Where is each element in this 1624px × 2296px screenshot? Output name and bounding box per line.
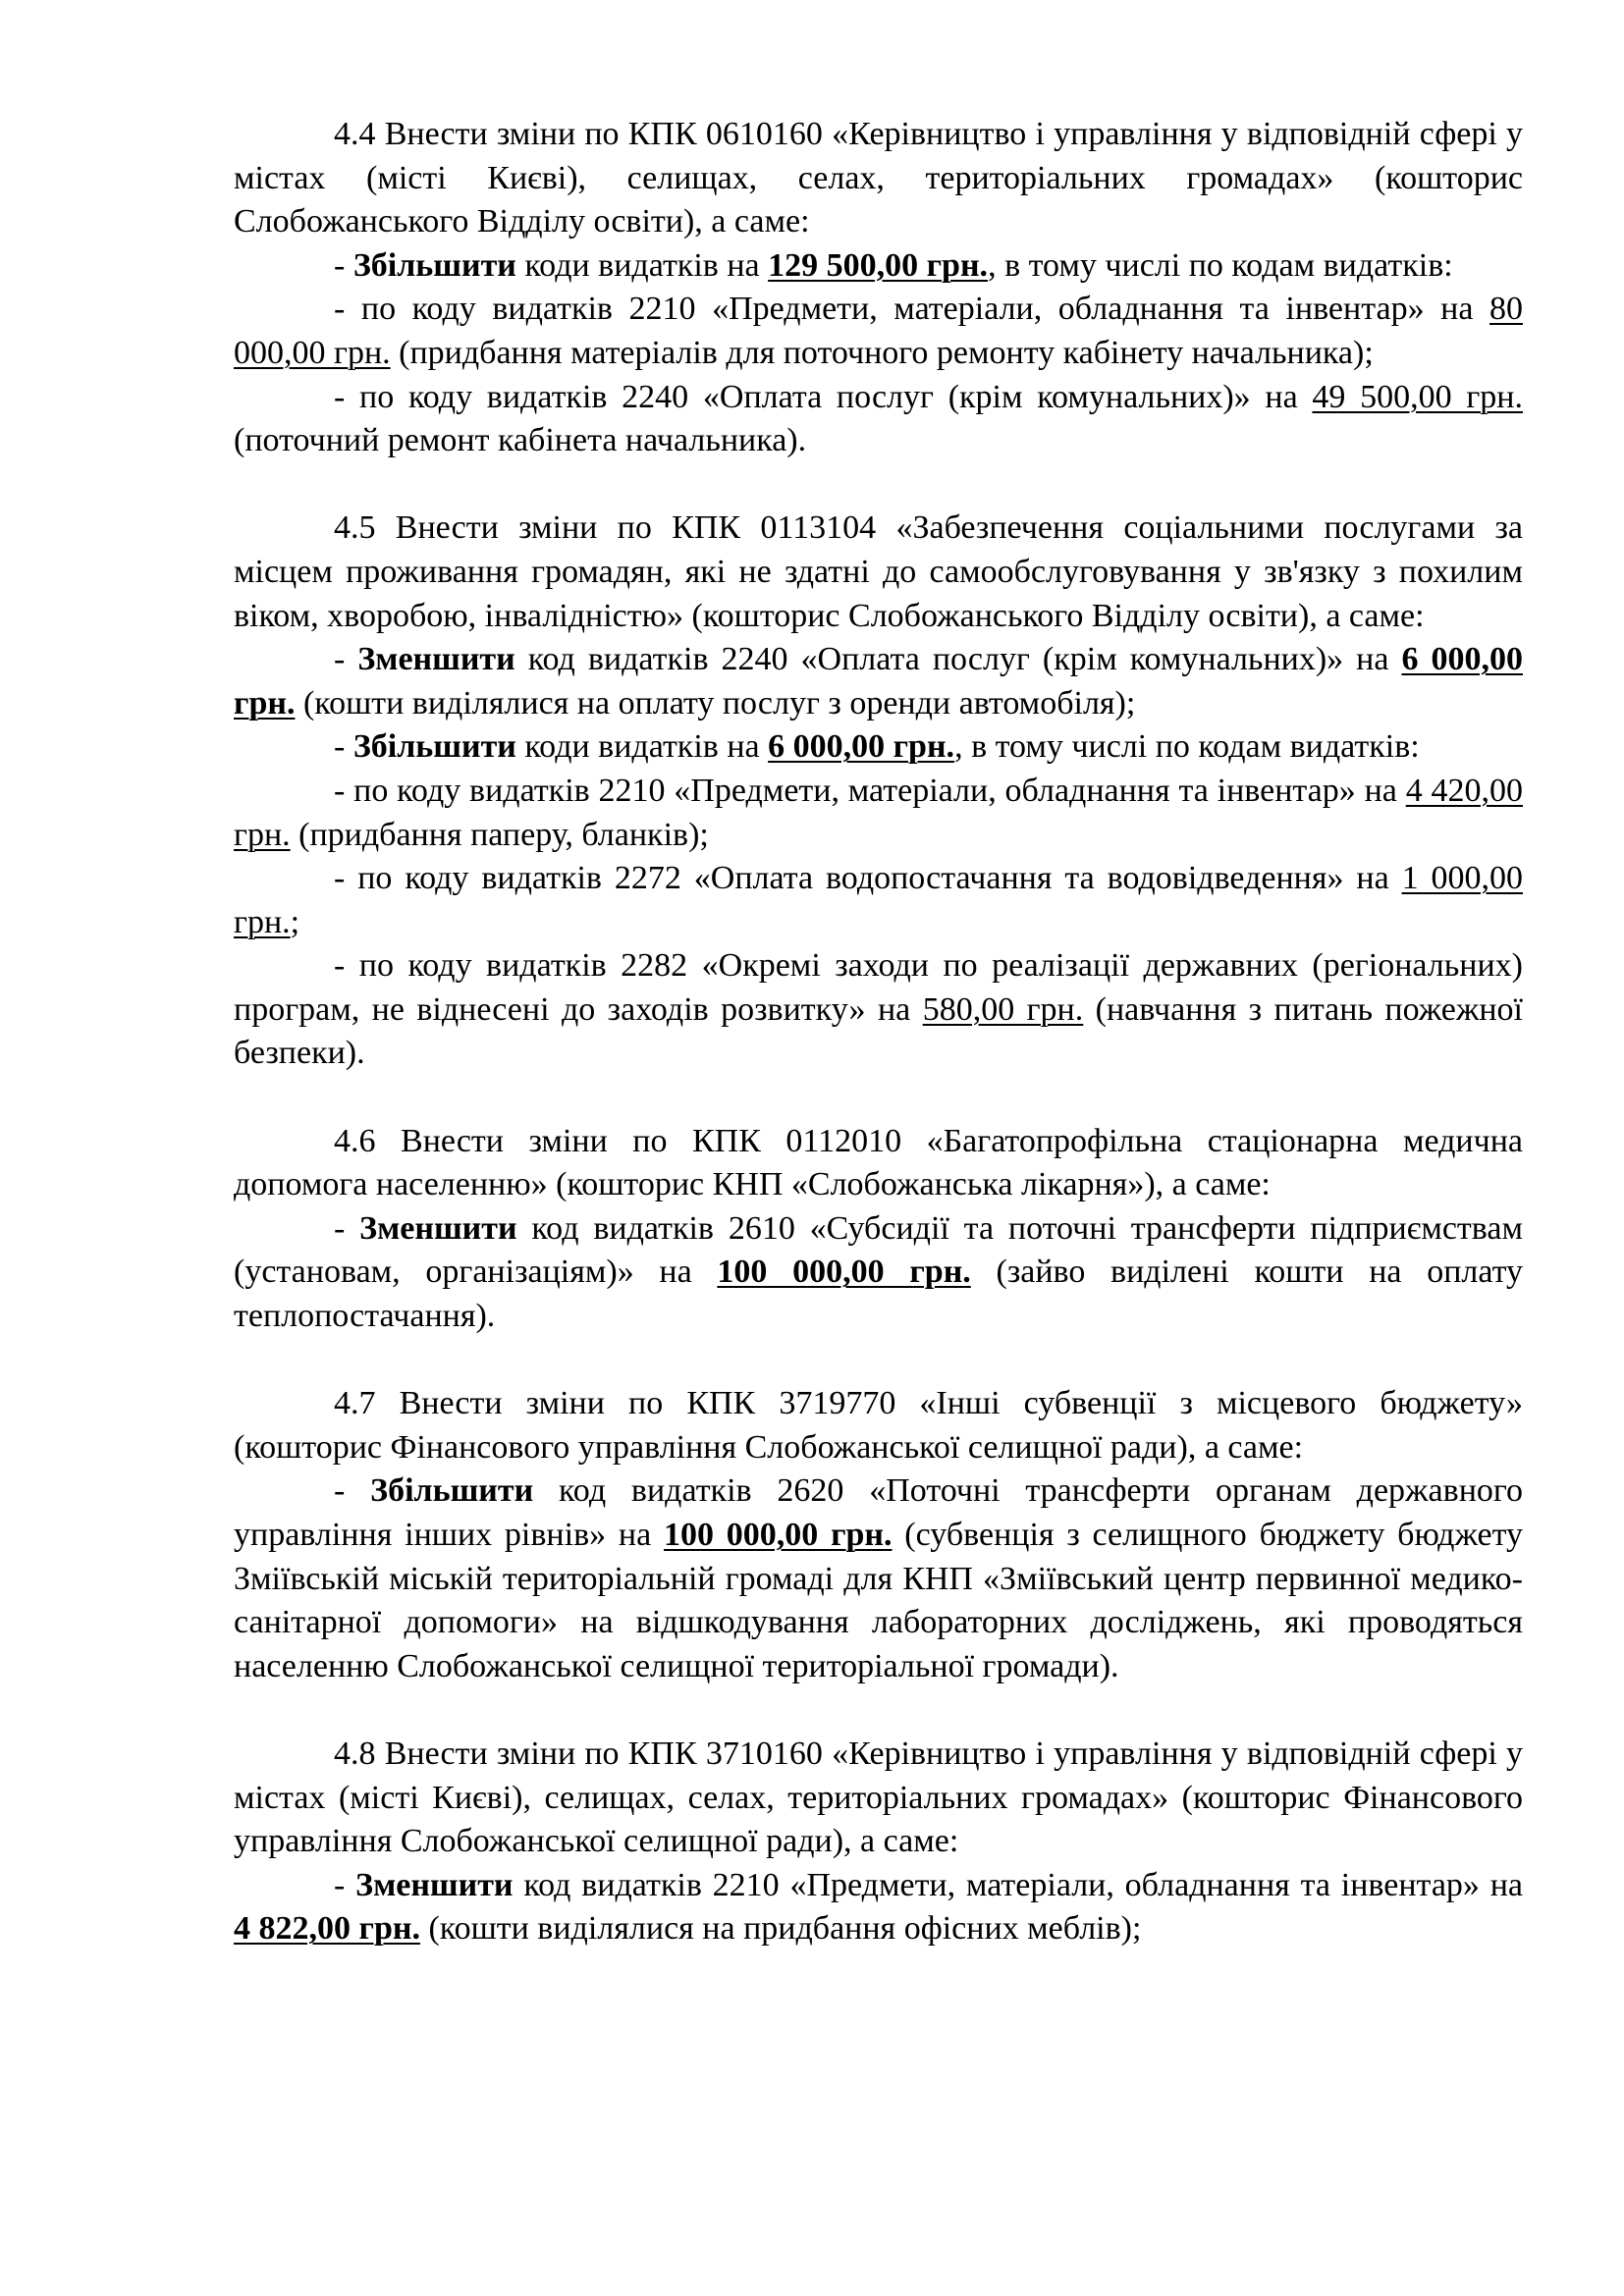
amount: 4 420,00 грн. — [234, 772, 1523, 853]
expense-line-2240: - по коду видатків 2240 «Оплата послуг (крім комунальних)» на 49 500,00 грн. (поточний ремонт кабінета начальника). — [234, 378, 1524, 459]
section-4-4 — [234, 113, 1523, 463]
decrease-line: - Зменшити код видатків 2210 «Предмети, матеріали, обладнання та інвентар» на 4 822,00 грн. (кошти виділялися на придбання офісних меблів); — [234, 1866, 1524, 1948]
amount: 49 500,00 грн. — [1312, 378, 1524, 415]
section-4-7 — [234, 1382, 1523, 1688]
decrease-label: Зменшити — [357, 641, 515, 678]
increase-line: - Збільшити коди видатків на 6 000,00 грн., в тому числі по кодам видатків: — [334, 728, 1420, 766]
increase-label: Збільшити — [352, 246, 516, 284]
expense-line-2272: - по коду видатків 2272 «Оплата водопостачання та водовідведення» на 1 000,00 грн.; — [234, 860, 1523, 940]
section-4-6 — [234, 1120, 1523, 1339]
section-4-5 — [234, 507, 1523, 1076]
amount: 80 000,00 грн. — [234, 291, 1523, 371]
section-heading: 4.6 Внести зміни по КПК 0112010 «Багатопрофільна стаціонарна медична допомога населенню» (кошторис КНП «Слобожанська лікарня»), а саме: — [234, 1122, 1523, 1203]
increase-line: - Збільшити коди видатків на 129 500,00 грн., в тому числі по кодам видатків: — [334, 246, 1453, 284]
amount-total: 100 000,00 грн. — [717, 1254, 971, 1291]
section-heading: 4.5 Внести зміни по КПК 0113104 «Забезпечення соціальними послугами за місцем проживання громадян, які не здатні до самообслуговування у зв'язку з похилим віком, хворобою, інвалідністю» (кошторис Слобожанського Відділу освіти), а саме: — [234, 509, 1523, 634]
increase-label: Збільшити — [352, 728, 516, 766]
increase-label: Збільшити — [370, 1472, 534, 1510]
section-heading: 4.7 Внести зміни по КПК 3719770 «Інші субвенції з місцевого бюджету» (кошторис Фінансового управління Слобожанської селищної ради), а саме: — [234, 1385, 1523, 1466]
increase-line: - Збільшити код видатків 2620 «Поточні трансферти органам державного управління інших рівнів» на 100 000,00 грн. (субвенція з селищного бюджету бюджету Зміївській міській територіальній громаді для КНП «Зміївський центр первинної медико-санітарної допомоги» на відшкодування лабораторних досліджень, які проводяться населенню Слобожанської селищної територіальної громади). — [234, 1472, 1523, 1684]
decrease-line: - Зменшити код видатків 2610 «Субсидії та поточні трансферти підприємствам (установам, організаціям)» на 100 000,00 грн. (зайво виділені кошти на оплату теплопостачання). — [234, 1209, 1523, 1335]
amount-total: 6 000,00 грн. — [234, 641, 1524, 721]
amount: 1 000,00 грн. — [234, 860, 1523, 940]
expense-line-2282: - по коду видатків 2282 «Окремі заходи по реалізації державних (регіональних) програм, не віднесені до заходів розвитку» на 580,00 грн. (навчання з питань пожежної безпеки). — [234, 947, 1524, 1072]
amount: 580,00 грн. — [922, 990, 1084, 1028]
section-heading: 4.8 Внести зміни по КПК 3710160 «Керівництво і управління у відповідній сфері у містах (місті Києві), селищах, селах, територіальних громадах» (кошторис Фінансового управління Слобожанської селищної ради), а саме: — [234, 1735, 1523, 1860]
expense-line-2210: - по коду видатків 2210 «Предмети, матеріали, обладнання та інвентар» на 4 420,00 грн. (придбання паперу, бланків); — [234, 772, 1523, 853]
amount-total: 129 500,00 грн. — [768, 246, 989, 284]
section-heading: 4.4 Внести зміни по КПК 0610160 «Керівництво і управління у відповідній сфері у містах (місті Києві), селищах, селах, територіальних громадах» (кошторис Слобожанського Відділу освіти), а саме: — [234, 116, 1523, 240]
decrease-line: - Зменшити код видатків 2240 «Оплата послуг (крім комунальних)» на 6 000,00 грн. (кошти виділялися на оплату послуг з оренди автомобіля); — [234, 641, 1524, 721]
amount-total: 4 822,00 грн. — [234, 1910, 420, 1948]
decrease-label: Зменшити — [359, 1209, 517, 1247]
section-4-8 — [234, 1733, 1523, 1951]
document-page — [234, 113, 1523, 1951]
expense-line-2210: - по коду видатків 2210 «Предмети, матеріали, обладнання та інвентар» на 80 000,00 грн. (придбання матеріалів для поточного ремонту кабінету начальника); — [234, 291, 1523, 371]
amount-total: 6 000,00 грн. — [768, 728, 955, 766]
amount-total: 100 000,00 грн. — [664, 1517, 893, 1553]
decrease-label: Зменшити — [355, 1866, 514, 1903]
